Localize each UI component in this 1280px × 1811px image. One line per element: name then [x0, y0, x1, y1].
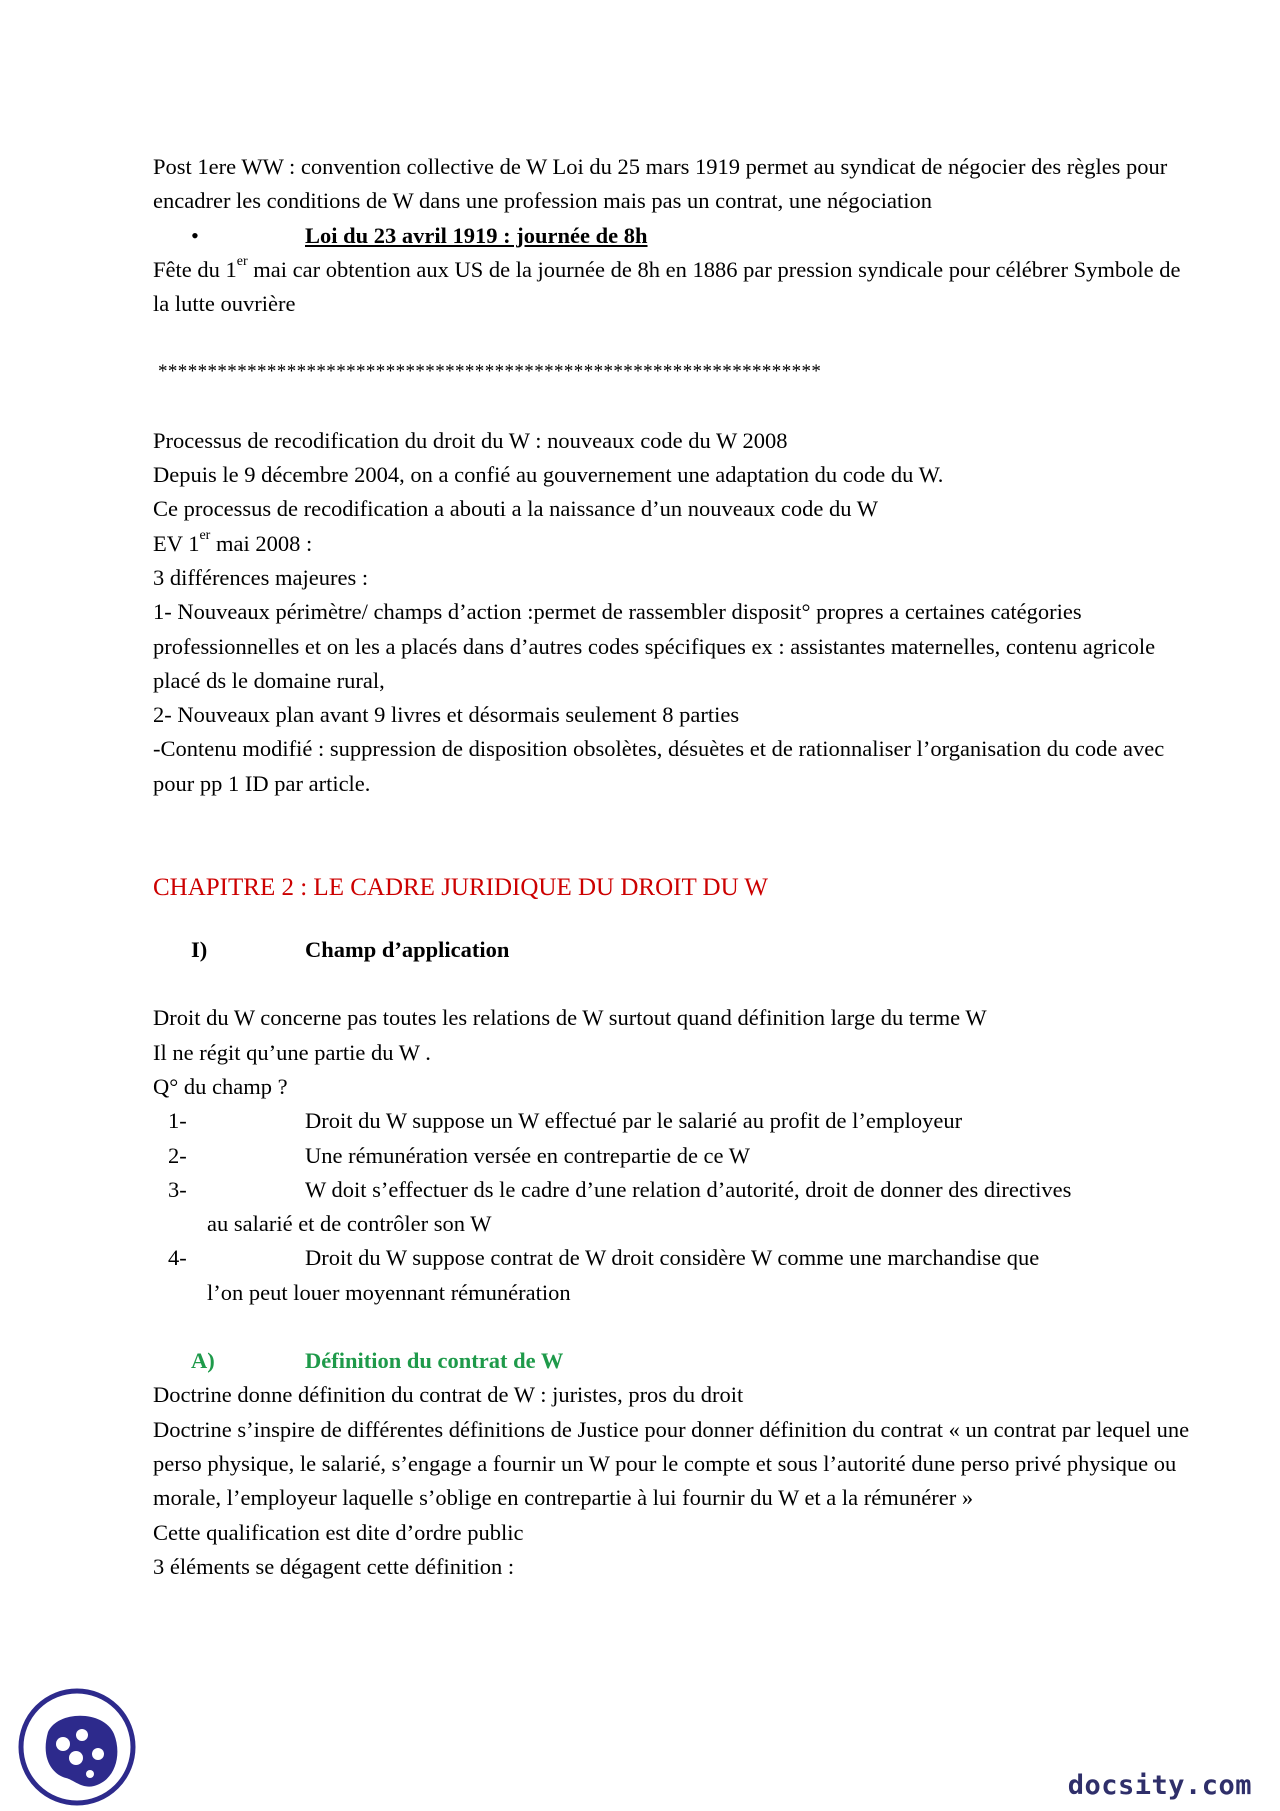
- list-item: [153, 1241, 1198, 1310]
- recodif-line-8: -Contenu modifié : suppression de disposition obsolètes, désuètes et de rationnaliser l’organisation du code avec pour pp 1 ID par article.: [153, 736, 1165, 796]
- ev-text-b: mai 2008 :: [210, 530, 313, 556]
- recodif-ev-line: [153, 527, 1198, 561]
- list-item: [153, 1139, 1198, 1173]
- def-line-1: Doctrine donne définition du contrat de W : juristes, pros du droit: [153, 1382, 744, 1408]
- champ-line-1: Droit du W concerne pas toutes les relations de W surtout quand définition large du terme W: [153, 1005, 987, 1031]
- fete-superscript: er: [236, 254, 248, 270]
- section-number: I): [191, 937, 208, 963]
- bullet-icon: •: [191, 222, 199, 248]
- list-continuation: au salarié et de contrôler son W: [207, 1211, 492, 1237]
- list-text: Droit du W suppose un W effectué par le salarié au profit de l’employeur: [305, 1108, 963, 1134]
- def-line-2: Doctrine s’inspire de différentes définitions de Justice pour donner définition du contrat « un contrat par lequel une perso physique, le salarié, s’engage a fournir un W pour le compte et sous l’autorité dune perso privé physique ou morale, l’employeur laquelle s’oblige en contrepartie à lui fournir du W et a la rémunérer »: [153, 1416, 1190, 1511]
- subsection-number: A): [191, 1348, 215, 1374]
- bullet-text: Loi du 23 avril 1919 : journée de 8h: [305, 222, 648, 248]
- document-page: [153, 150, 1198, 1584]
- list-number: 2-: [168, 1142, 187, 1168]
- recodif-line-6: 1- Nouveaux périmètre/ champs d’action :permet de rassembler disposit° propres a certaines catégories professionnelles et on les a placés dans d’autres codes spécifiques ex : assistantes maternelles, contenu agricole placé ds le domaine rural,: [153, 599, 1156, 693]
- recodif-line-1: Processus de recodification du droit du W : nouveaux code du W 2008: [153, 427, 788, 453]
- list-item: [153, 1173, 1198, 1242]
- docsity-logo-icon[interactable]: [18, 1688, 136, 1806]
- section-heading: [153, 933, 1198, 967]
- subsection-heading: [153, 1344, 1198, 1378]
- recodif-line-7: 2- Nouveaux plan avant 9 livres et désormais seulement 8 parties: [153, 702, 740, 728]
- fete-text-b: mai car obtention aux US de la journée de 8h en 1886 par pression syndicale pour célébrer Symbole de la lutte ouvrière: [153, 256, 1181, 317]
- chapter-title: CHAPITRE 2 : LE CADRE JURIDIQUE DU DROIT DU W: [153, 874, 769, 902]
- list-text: Droit du W suppose contrat de W droit considère W comme une marchandise que: [305, 1245, 1040, 1271]
- fete-paragraph: [153, 253, 1198, 322]
- list-text: Une rémunération versée en contrepartie de ce W: [305, 1142, 750, 1168]
- ev-text-a: EV 1: [153, 530, 200, 556]
- list-number: 3-: [168, 1176, 187, 1202]
- champ-line-2: Il ne régit qu’une partie du W .: [153, 1039, 431, 1065]
- section-title: Champ d’application: [305, 937, 510, 963]
- brand-watermark[interactable]: docsity.com: [1067, 1770, 1252, 1801]
- def-line-3: Cette qualification est dite d’ordre public: [153, 1519, 524, 1545]
- champ-line-3: Q° du champ ?: [153, 1073, 288, 1099]
- ev-superscript: er: [199, 528, 211, 544]
- list-item: [153, 1104, 1198, 1138]
- bullet-item: [153, 219, 1198, 253]
- separator-stars: *******************************************************************: [158, 361, 822, 383]
- recodif-line-5: 3 différences majeures :: [153, 564, 369, 590]
- list-text: W doit s’effectuer ds le cadre d’une relation d’autorité, droit de donner des directives: [305, 1176, 1072, 1202]
- list-continuation: l’on peut louer moyennant rémunération: [207, 1279, 571, 1305]
- def-line-4: 3 éléments se dégagent cette définition :: [153, 1553, 515, 1579]
- fete-text-a: Fête du 1: [153, 256, 237, 282]
- list-number: 4-: [168, 1245, 187, 1271]
- recodif-line-2: Depuis le 9 décembre 2004, on a confié au gouvernement une adaptation du code du W.: [153, 462, 944, 488]
- list-number: 1-: [168, 1108, 187, 1134]
- subsection-title: Définition du contrat de W: [305, 1348, 564, 1374]
- recodif-line-3: Ce processus de recodification a abouti a la naissance d’un nouveaux code du W: [153, 496, 878, 522]
- intro-paragraph: Post 1ere WW : convention collective de W Loi du 25 mars 1919 permet au syndicat de négocier des règles pour encadrer les conditions de W dans une profession mais pas un contrat, une négociation: [153, 154, 1168, 214]
